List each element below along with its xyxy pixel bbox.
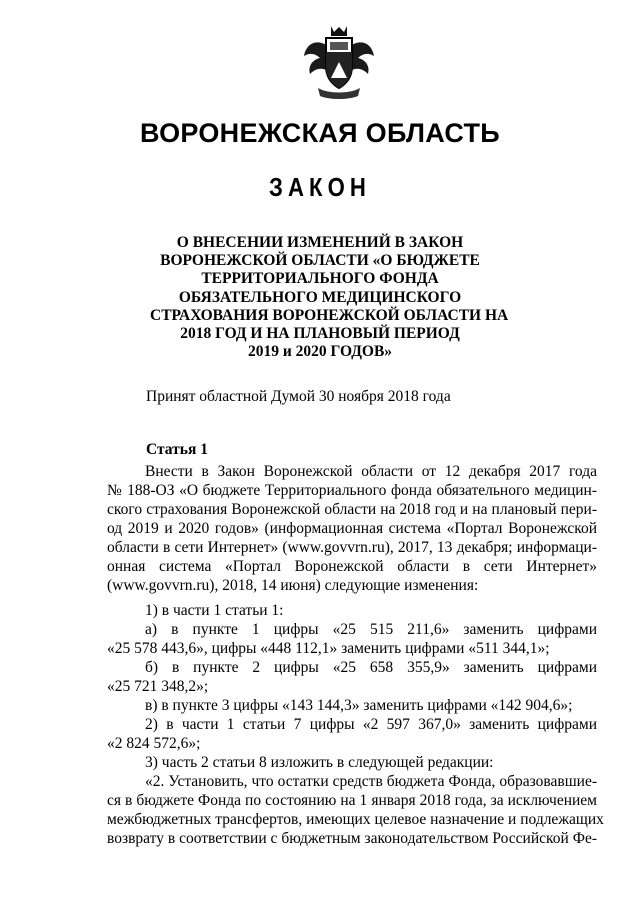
change-item-line: «25 721 348,2»;: [107, 678, 209, 695]
change-item-line: ся в бюджете Фонда по состоянию на 1 января 2018 года, за исключением: [107, 792, 597, 809]
change-item-line: «25 578 443,6», цифры «448 112,1» заменить цифрами «511 344,1»;: [107, 640, 550, 657]
change-item-line: «2. Установить, что остатки средств бюджета Фонда, образовавшие-: [145, 773, 597, 790]
subject-line: О ВНЕСЕНИИ ИЗМЕНЕНИЙ В ЗАКОН: [176, 234, 464, 251]
subject-line: ОБЯЗАТЕЛЬНОГО МЕДИЦИНСКОГО: [178, 288, 462, 306]
change-item-line: межбюджетных трансфертов, имеющих целевое назначение и подлежащих: [107, 811, 604, 828]
region-title: ВОРОНЕЖСКАЯ ОБЛАСТЬ: [139, 118, 501, 148]
change-item-line: 1) в части 1 статьи 1:: [145, 602, 284, 619]
subject-line: ТЕРРИТОРИАЛЬНОГО ФОНДА: [201, 270, 439, 288]
law-title: ЗАКОН: [269, 172, 371, 202]
change-item-line: 2) в части 1 статьи 7 цифры «2 597 367,0» заменить цифрами: [145, 716, 597, 733]
paragraph-line: Внести в Закон Воронежской области от 12 декабря 2017 года: [145, 463, 597, 480]
article-heading: Статья 1: [146, 441, 208, 458]
subject-line: ВОРОНЕЖСКОЙ ОБЛАСТИ «О БЮДЖЕТЕ: [160, 252, 480, 270]
changes-list: [107, 601, 604, 848]
change-item-line: «2 824 572,6»;: [107, 735, 201, 752]
adoption-date-line: Принят областной Думой 30 ноября 2018 года: [146, 388, 451, 405]
paragraph-line: онная система «Портал Воронежской области в сети Интернет»: [107, 558, 597, 575]
subject-line: 2018 ГОД И НА ПЛАНОВЫЙ ПЕРИОД: [180, 325, 460, 343]
paragraph-line: № 188-ОЗ «О бюджете Территориального фонда обязательного медицин-: [107, 482, 597, 499]
voronezh-coat-of-arms-emblem: [298, 22, 380, 102]
paragraph-line: (www.govvrn.ru), 2018, 14 июня) следующие изменения:: [107, 577, 479, 594]
subject-line: 2019 и 2020 ГОДОВ»: [247, 343, 393, 361]
law-subject: [150, 234, 509, 361]
subject-line: СТРАХОВАНИЯ ВОРОНЕЖСКОЙ ОБЛАСТИ НА: [150, 306, 509, 324]
change-item-line: б) в пункте 2 цифры «25 658 355,9» заменить цифрами: [145, 659, 597, 676]
change-item-line: а) в пункте 1 цифры «25 515 211,6» заменить цифрами: [145, 621, 597, 638]
paragraph-line: области в сети Интернет» (www.govvrn.ru), 2017, 13 декабря; информаци-: [107, 539, 597, 556]
paragraph-line: ского страхования Воронежской области на 2018 год и на плановый пери-: [107, 501, 597, 518]
intro-paragraph: [107, 462, 597, 595]
change-item-line: в) в пункте 3 цифры «143 144,3» заменить цифрами «142 904,6»;: [145, 697, 573, 714]
change-item-line: возврату в соответствии с бюджетным законодательством Российской Фе-: [107, 830, 597, 847]
change-item-line: 3) часть 2 статьи 8 изложить в следующей редакции:: [145, 754, 494, 771]
paragraph-line: од 2019 и 2020 годов» (информационная система «Портал Воронежской: [107, 520, 597, 537]
